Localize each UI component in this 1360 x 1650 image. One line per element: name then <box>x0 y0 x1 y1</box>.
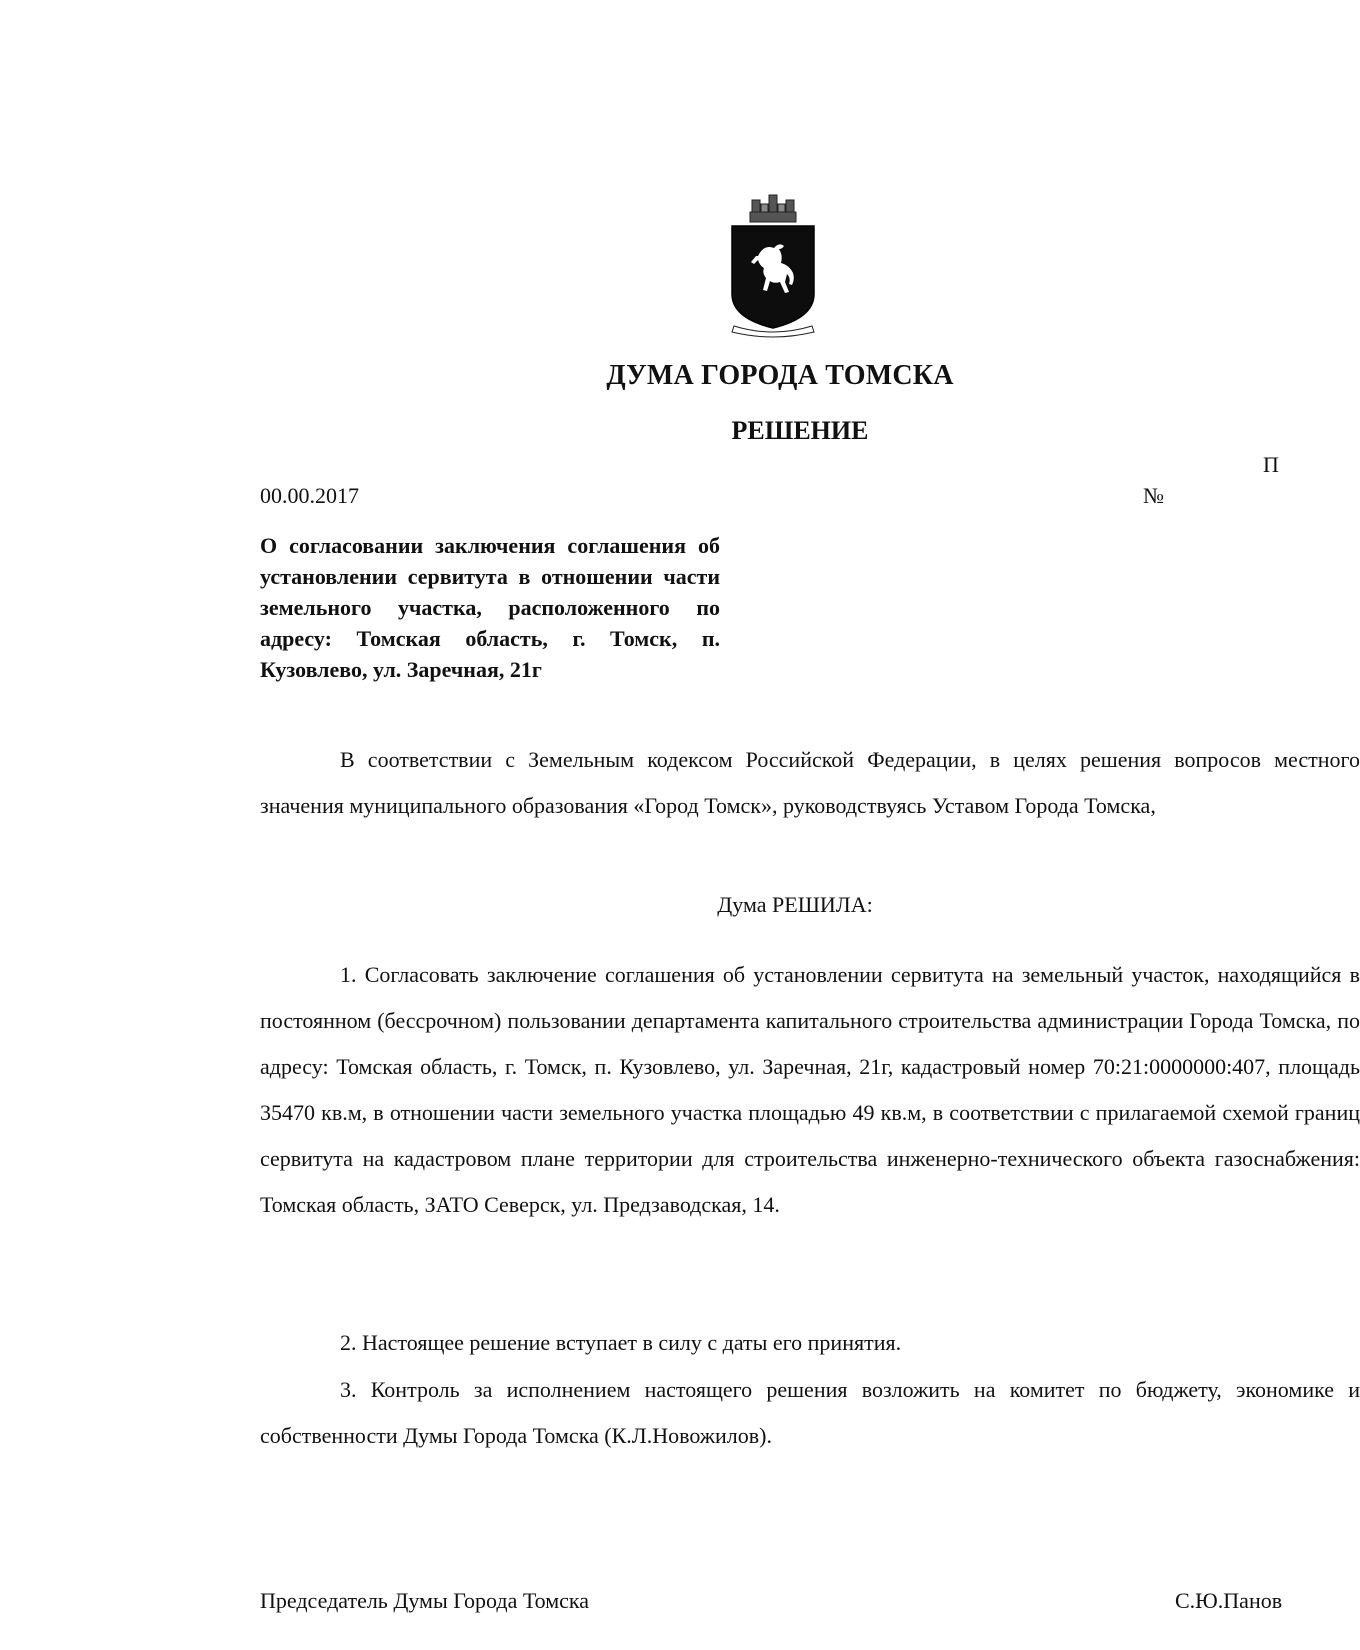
document-number: № <box>1143 483 1164 508</box>
document-date: 00.00.2017 <box>260 483 359 508</box>
decision-item-3 <box>260 1367 1360 1459</box>
org-title: ДУМА ГОРОДА ТОМСКА <box>606 360 954 391</box>
decision-item-text: 3. Контроль за исполнением настоящего решения возложить на комитет по бюджету, экономике и собственности Думы Города Томска (К.Л.Новожилов). <box>260 1377 1360 1448</box>
document-subject: О согласовании заключения соглашения об установлении сервитута в отношении части земельного участка, расположенного по адресу: Томская область, г. Томск, п. Кузовлево, ул. Заречная, 21г <box>260 533 720 682</box>
decision-item-1 <box>260 952 1360 1228</box>
signature-name: С.Ю.Панов <box>1175 1588 1283 1613</box>
edge-mark: П <box>1263 452 1279 477</box>
doc-type: РЕШЕНИЕ <box>731 416 869 445</box>
signature-role: Председатель Думы Города Томска <box>260 1588 590 1613</box>
decision-item-text: 2. Настоящее решение вступает в силу с даты его принятия. <box>340 1330 902 1355</box>
crown-icon <box>750 195 796 222</box>
preamble-paragraph <box>260 737 1360 829</box>
decision-item-text: 1. Согласовать заключение соглашения об установлении сервитута на земельный участок, находящийся в постоянном (бессрочном) пользовании департамента капитального строительства администрации Города Томска, по адресу: Томская область, г. Томск, п. Кузовлево, ул. Заречная, 21г, кадастровый номер 70:21:0000000:407, площадь 35470 кв.м, в отношении части земельного участка площадью 49 кв.м, в соответствии с прилагаемой схемой границ сервитута на кадастровом плане территории для строительства инженерно-технического объекта газоснабжения: Томская область, ЗАТО Северск, ул. Предзаводская, 14. <box>260 962 1360 1217</box>
tomsk-coat-of-arms-icon <box>728 190 818 340</box>
decision-item-2 <box>260 1320 1360 1366</box>
preamble-text: В соответствии с Земельным кодексом Российской Федерации, в целях решения вопросов местного значения муниципального образования «Город Томск», руководствуясь Уставом Города Томска, <box>260 747 1360 818</box>
resolved-label: Дума РЕШИЛА: <box>717 892 873 917</box>
